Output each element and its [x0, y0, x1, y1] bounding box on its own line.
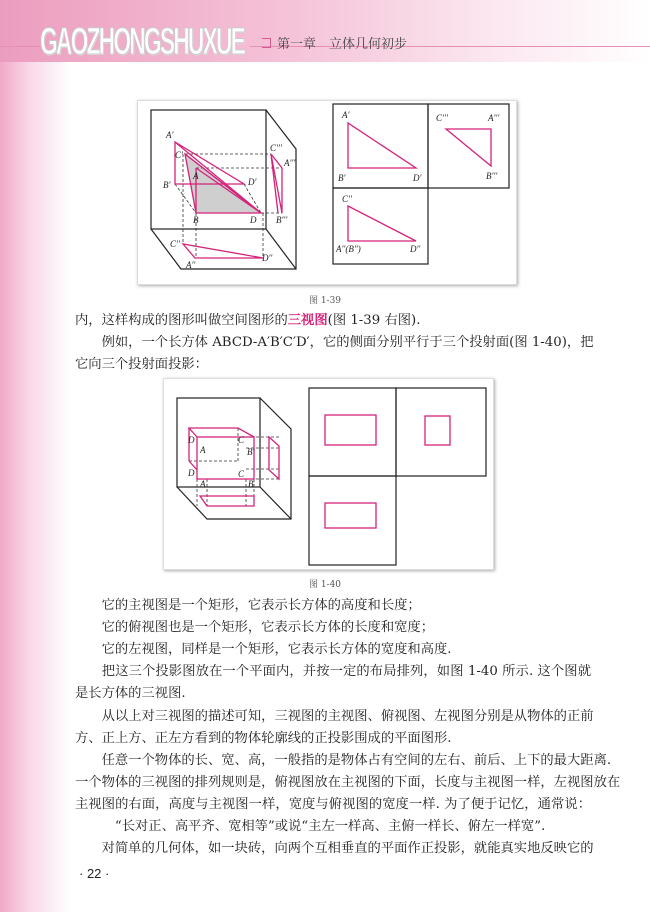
top-label-ab: A''(B'') — [336, 244, 361, 254]
figure-1-39-drawing — [138, 101, 516, 284]
paragraph-line: 任意一个物体的长、宽、高，一般指的是物体占有空间的左右、前后、上下的最大距离. — [75, 753, 612, 768]
bracket-icon — [262, 38, 271, 48]
label-d-top: D — [188, 435, 195, 445]
term-three-views: 三视图 — [287, 313, 328, 328]
chapter-label: 第一章 立体几何初步 — [277, 37, 408, 52]
series-logo: GAOZHONGSHUXUE — [40, 21, 245, 63]
paragraph-line — [75, 312, 591, 330]
label-a-top: A — [200, 445, 206, 455]
paragraph-line: 例如，一个长方体 ABCD-A′B′C′D′，它的侧面分别平行于三个投射面(图 1-40)，把 — [75, 335, 594, 350]
paragraph-line: “长对正、高平齐、宽相等”或说“主左一样高、主俯一样长、俯左一样宽”. — [75, 819, 546, 834]
paragraph-line: 把这三个投影图放在一个平面内，并按一定的布局排列，如图 1-40 所示. 这个图就 — [75, 664, 591, 679]
paragraph-line: 它向三个投射面投影： — [75, 357, 208, 372]
left-decor-strip — [0, 0, 70, 912]
front-label-a: A' — [342, 110, 350, 120]
top-label-d: D'' — [410, 244, 421, 254]
label-a-prime: A' — [166, 130, 174, 140]
label-c-prime: C' — [175, 150, 183, 160]
label-c-3: C''' — [270, 143, 282, 153]
figure-1-39-caption: 图 1-39 — [308, 296, 342, 306]
figure-1-39 — [137, 100, 517, 285]
front-label-d: D' — [413, 173, 422, 183]
label-b-prime: B' — [163, 180, 171, 190]
label-a: A — [200, 479, 206, 489]
paragraph-line: 一个物体的三视图的排列规则是，俯视图放在主视图的下面，长度与主视图一样，左视图放在 — [75, 775, 621, 790]
chapter-title — [262, 37, 407, 53]
figure-1-40 — [163, 378, 494, 570]
label-a: A — [193, 171, 199, 181]
label-b-3: B''' — [276, 215, 288, 225]
text: 内，这样构成的图形叫做空间图形的 — [75, 313, 288, 328]
top-label-c: C'' — [342, 194, 352, 204]
label-d: D — [188, 468, 195, 478]
label-a-2: A'' — [186, 260, 196, 270]
text: (图 1-39 右图). — [327, 313, 421, 328]
label-c-2: C'' — [170, 239, 180, 249]
paragraph-line: 它的主视图是一个矩形，它表示长方体的高度和长度； — [75, 598, 421, 613]
front-label-b: B' — [338, 173, 346, 183]
label-b-top: B' — [247, 447, 255, 457]
side-label-c: C''' — [436, 113, 448, 123]
label-d-prime: D' — [248, 177, 257, 187]
header-rule — [0, 46, 40, 47]
paragraph-line: 主视图的右面，高度与主视图一样，宽度与俯视图的宽度一样. 为了便于记忆，通常说： — [75, 797, 591, 812]
figure-1-40-drawing — [164, 379, 493, 569]
figure-1-40-caption: 图 1-40 — [308, 580, 342, 590]
label-c: C — [238, 469, 245, 479]
paragraph-line: 从以上对三视图的描述可知，三视图的主视图、俯视图、左视图分别是从物体的正前 — [75, 709, 594, 724]
label-b: B — [193, 215, 199, 225]
label-d-2: D'' — [262, 253, 273, 263]
paragraph-line: 方、正上方、正左方看到的物体轮廓线的正投影围成的平面图形. — [75, 731, 452, 746]
label-c-top: C — [238, 435, 245, 445]
side-label-a: A''' — [488, 113, 500, 123]
label-b: B — [248, 479, 254, 489]
label-a-3: A''' — [284, 158, 296, 168]
paragraph-line: 它的左视图，同样是一个矩形，它表示长方体的宽度和高度. — [75, 642, 452, 657]
paragraph-line: 它的俯视图也是一个矩形，它表示长方体的长度和宽度； — [75, 620, 435, 635]
label-d: D — [250, 215, 257, 225]
side-label-b: B''' — [486, 171, 498, 181]
paragraph-line: 是长方体的三视图. — [75, 686, 186, 701]
page-header — [0, 0, 650, 62]
page-number: · 22 · — [79, 866, 110, 881]
paragraph-line: 对简单的几何体，如一块砖，向两个互相垂直的平面作正投影，就能真实地反映它的 — [75, 841, 594, 856]
